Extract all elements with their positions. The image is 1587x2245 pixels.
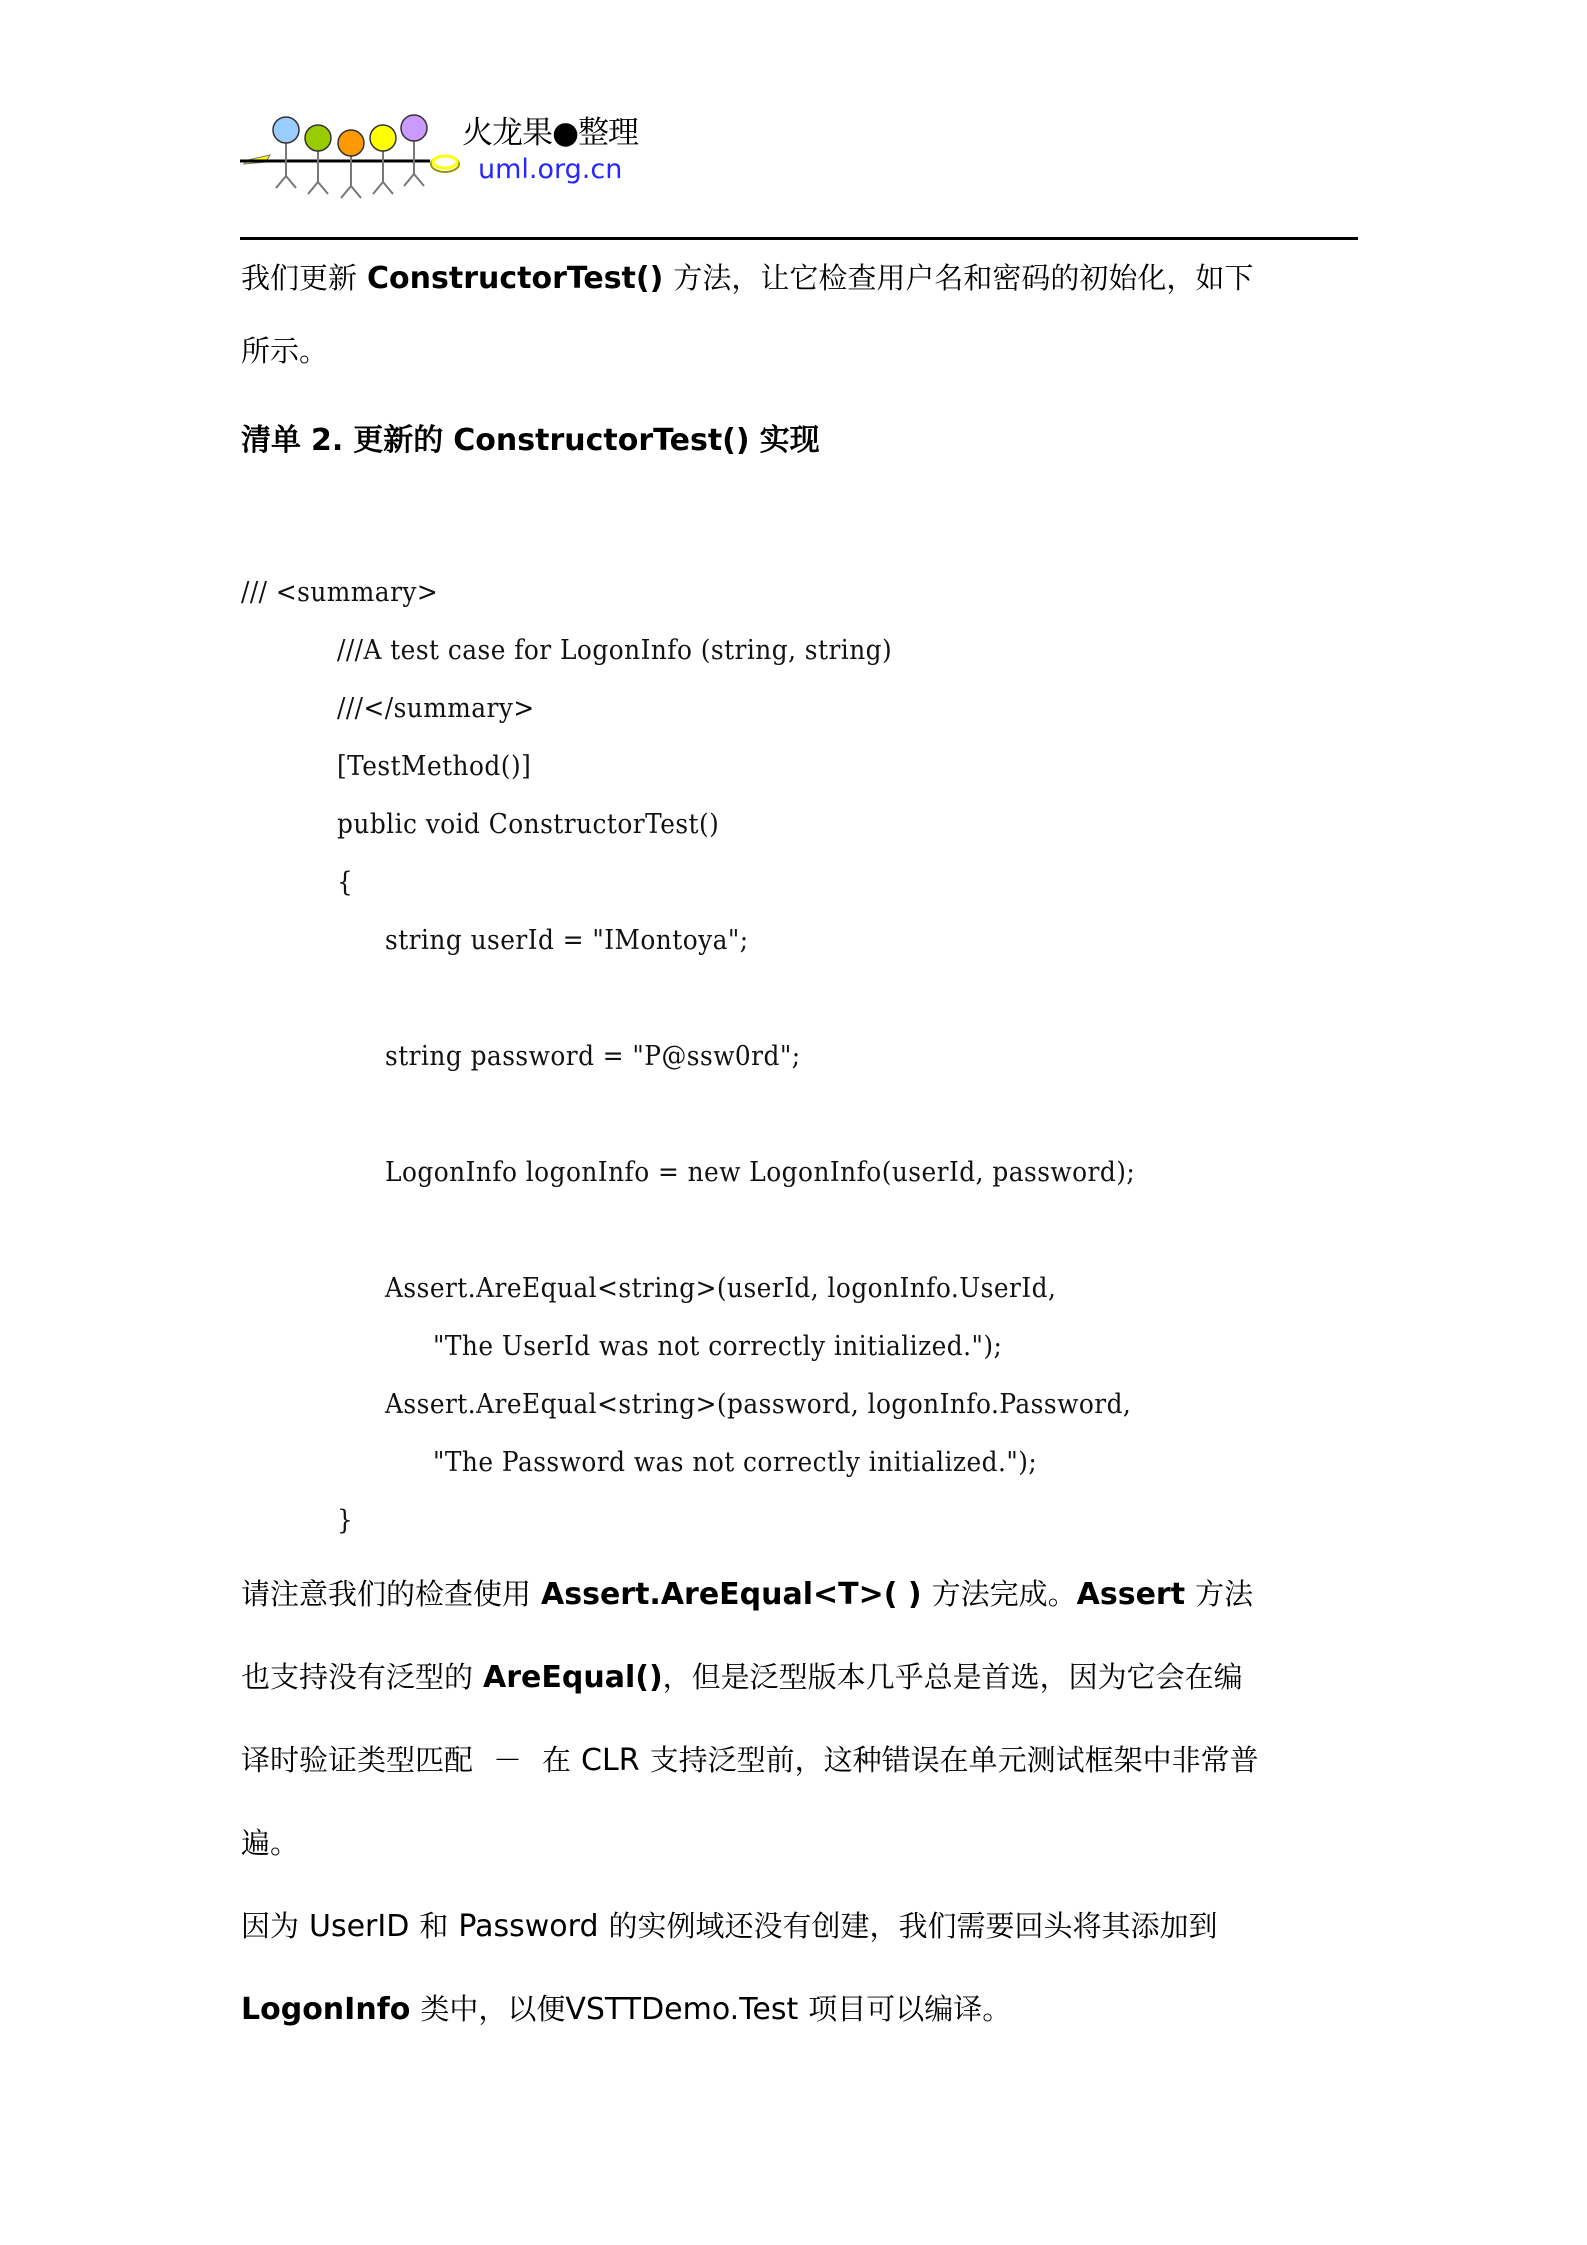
text-span: 方法 xyxy=(1195,1577,1254,1611)
listing-label: 清单 xyxy=(241,423,301,458)
header-divider xyxy=(240,237,1358,240)
intro-prefix: 我们更新 xyxy=(241,261,358,295)
text-span: 也支持没有泛型的 xyxy=(241,1660,474,1694)
text-span: 方法完成。 xyxy=(931,1577,1077,1611)
dash: － xyxy=(493,1743,523,1777)
code-areequal: AreEqual() xyxy=(483,1660,663,1695)
intro-line-2 xyxy=(241,334,328,368)
intro-line-2-text: 所示。 xyxy=(241,334,329,368)
text-span: 项目可以编译。 xyxy=(808,1992,1012,2026)
assert-line-3 xyxy=(241,1743,1259,1777)
listing-number: 2. xyxy=(311,423,344,458)
text-span: 类中，以便 xyxy=(420,1992,566,2026)
intro-code-constructortest: ConstructorTest() xyxy=(367,261,664,296)
listing-suffix: 实现 xyxy=(759,423,820,458)
code-assert-areequal-t: Assert.AreEqual<T>( ) xyxy=(541,1577,922,1612)
code-assert: Assert xyxy=(1076,1577,1186,1612)
fields-line-1 xyxy=(241,1909,1218,1943)
assert-line-1 xyxy=(241,1577,1253,1611)
intro-suffix: 方法，让它检查用户名和密码的初始化，如下 xyxy=(673,261,1254,295)
text-span: 遍。 xyxy=(241,1826,300,1860)
code-line: public void ConstructorTest() xyxy=(337,809,720,840)
fields-line-2 xyxy=(241,1992,1011,2026)
code-line: ///A test case for LogonInfo (string, string) xyxy=(337,635,893,666)
text-span: 的实例域还没有创建，我们需要回头将其添加到 xyxy=(608,1909,1218,1943)
text-span: 和 xyxy=(419,1909,449,1943)
code-logoninfo: LogonInfo xyxy=(241,1992,411,2027)
listing-text: 更新的 xyxy=(353,423,444,458)
text-span: 请注意我们的检查使用 xyxy=(241,1577,532,1611)
term-userid: UserID xyxy=(309,1909,410,1944)
assert-line-4 xyxy=(241,1826,299,1860)
listing-code: ConstructorTest() xyxy=(453,423,750,458)
code-line: Assert.AreEqual<string>(password, logonInfo.Password, xyxy=(385,1389,1132,1420)
listing-heading xyxy=(241,424,820,458)
code-line: string userId = "IMontoya"; xyxy=(385,925,749,956)
term-password: Password xyxy=(458,1909,599,1944)
code-line: "The UserId was not correctly initialized."); xyxy=(433,1331,1003,1362)
assert-line-2 xyxy=(241,1660,1243,1694)
code-line: Assert.AreEqual<string>(userId, logonInfo.UserId, xyxy=(385,1273,1057,1304)
page-header xyxy=(240,100,1358,240)
code-line: [TestMethod()] xyxy=(337,751,532,782)
logo-url[interactable]: uml.org.cn xyxy=(478,154,623,185)
term-project-name: VSTTDemo.Test xyxy=(565,1992,799,2027)
code-line: LogonInfo logonInfo = new LogonInfo(userId, password); xyxy=(385,1157,1136,1188)
text-span: ，但是泛型版本几乎总是首选，因为它会在编 xyxy=(662,1660,1243,1694)
code-line: /// <summary> xyxy=(241,577,439,608)
code-line: "The Password was not correctly initialized."); xyxy=(433,1447,1038,1478)
text-span: 因为 xyxy=(241,1909,300,1943)
intro-line-1 xyxy=(241,261,1253,295)
logo-title: 火龙果●整理 xyxy=(462,115,639,151)
code-line: { xyxy=(337,867,354,898)
text-span: 译时验证类型匹配 xyxy=(241,1743,474,1777)
logo-figures-icon xyxy=(240,100,460,200)
code-line: ///</summary> xyxy=(337,693,535,724)
code-line: } xyxy=(337,1505,354,1536)
text-span: 支持泛型前，这种错误在单元测试框架中非常普 xyxy=(649,1743,1259,1777)
code-line: string password = "P@ssw0rd"; xyxy=(385,1041,801,1072)
text-span: 在 xyxy=(542,1743,572,1777)
term-clr: CLR xyxy=(581,1743,640,1778)
